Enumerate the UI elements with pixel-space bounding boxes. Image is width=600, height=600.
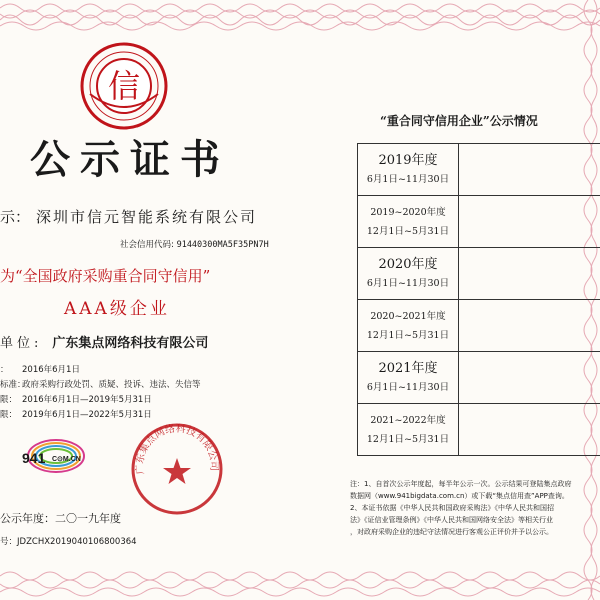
period-cell [358,196,459,248]
period-cell [358,144,459,196]
table-row [358,352,600,404]
table-row [358,300,600,352]
result-cell [459,352,600,404]
certificate-title: 公示证书 [30,136,230,183]
footnote-line: 数据网（www.941bigdata.com.cn）或下载“集点信用查”APP查询。 [350,492,569,500]
official-stamp [130,422,224,516]
info-row [0,378,201,390]
footnote-line: ，对政府采购企业的违纪守法情况进行客观公正评价并予以公示。 [350,528,553,536]
table-row [358,144,600,196]
info-value: 2016年6月1日 [22,365,80,375]
period-year: 2019~2020年度 [370,206,446,218]
period-dates: 12月1日~5月31日 [366,225,450,237]
company-name: 深圳市信元智能系统有限公司 [36,208,258,226]
footnotes [350,478,600,538]
result-cell [459,300,600,352]
certificate-number [0,535,137,547]
period-cell [358,352,459,404]
period-year: 2020年度 [378,256,438,272]
period-year: 2021~2022年度 [370,414,446,426]
info-label: 限： [0,395,18,405]
cert-no-label: 号： [0,537,18,547]
logo-941-number: 941 [22,450,46,466]
footnote-line: 注：1、自首次公示年度起，每半年公示一次。公示结果可登陆集点政府 [350,480,572,488]
period-dates: 6月1日~11月30日 [366,277,450,289]
footnote-line: 法》《证信业管理条例》《中华人民共和国网络安全法》等相关行业 [350,516,553,524]
period-dates: 6月1日~11月30日 [366,173,450,185]
logo-941-domain: C⊙M.CN [52,456,81,463]
company-row [0,206,257,227]
info-value: 政府采购行政处罚、质疑、投诉、违法、失信等 [22,380,201,390]
seal-char: 信 [107,67,141,105]
table-row [358,248,600,300]
period-cell [358,404,459,456]
table-row [358,404,600,456]
period-dates: 12月1日~5月31日 [366,329,450,341]
logo-941 [18,432,90,482]
publication-title: “重合同守信用企业”公示情况 [380,114,538,128]
result-cell [459,144,600,196]
grade-text: AAA级企业 [64,299,170,319]
publish-year-row [0,510,121,526]
info-row [0,393,152,405]
footnote-line: 2、本证书依据《中华人民共和国政府采购法》《中华人民共和国招 [350,504,554,512]
period-cell [358,300,459,352]
publish-year-value: 二〇一九年度 [55,512,121,525]
info-row [0,408,152,420]
info-row [0,363,80,375]
period-dates: 6月1日~11月30日 [366,381,450,393]
trust-seal-logo [80,42,168,130]
period-cell [358,248,459,300]
period-year: 2021年度 [378,360,438,376]
credit-code-value: 91440300MA5F35PN7H [176,240,269,250]
cert-no-value: JDZCHX2019040106800364 [17,537,137,547]
result-cell [459,196,600,248]
credit-code-label: 社会信用代码: [120,240,174,250]
table-row [358,196,600,248]
credit-code [120,238,269,250]
result-cell [459,404,600,456]
honor-line: 为“全国政府采购重合同守信用” [0,267,211,285]
info-value: 2019年6月1日—2022年5月31日 [22,410,152,420]
result-cell [459,248,600,300]
period-year: 2019年度 [378,152,438,168]
issuer-row [0,332,208,351]
info-label: ： [0,365,9,375]
issuer-name: 广东集点网络科技有限公司 [52,336,209,351]
company-label: 示： [0,208,31,226]
publication-table [357,143,600,456]
info-label: 标准： [0,380,26,390]
publish-year-label: 公示年度： [0,512,55,525]
issuer-label: 单位: [0,336,43,351]
period-year: 2020~2021年度 [370,310,446,322]
period-dates: 12月1日~5月31日 [366,433,450,445]
info-value: 2016年6月1日—2019年5月31日 [22,395,152,405]
info-label: 限： [0,410,18,420]
svg-text:广东集点网络科技有限公司: 广东集点网络科技有限公司 [134,423,220,475]
star-icon [163,458,191,484]
